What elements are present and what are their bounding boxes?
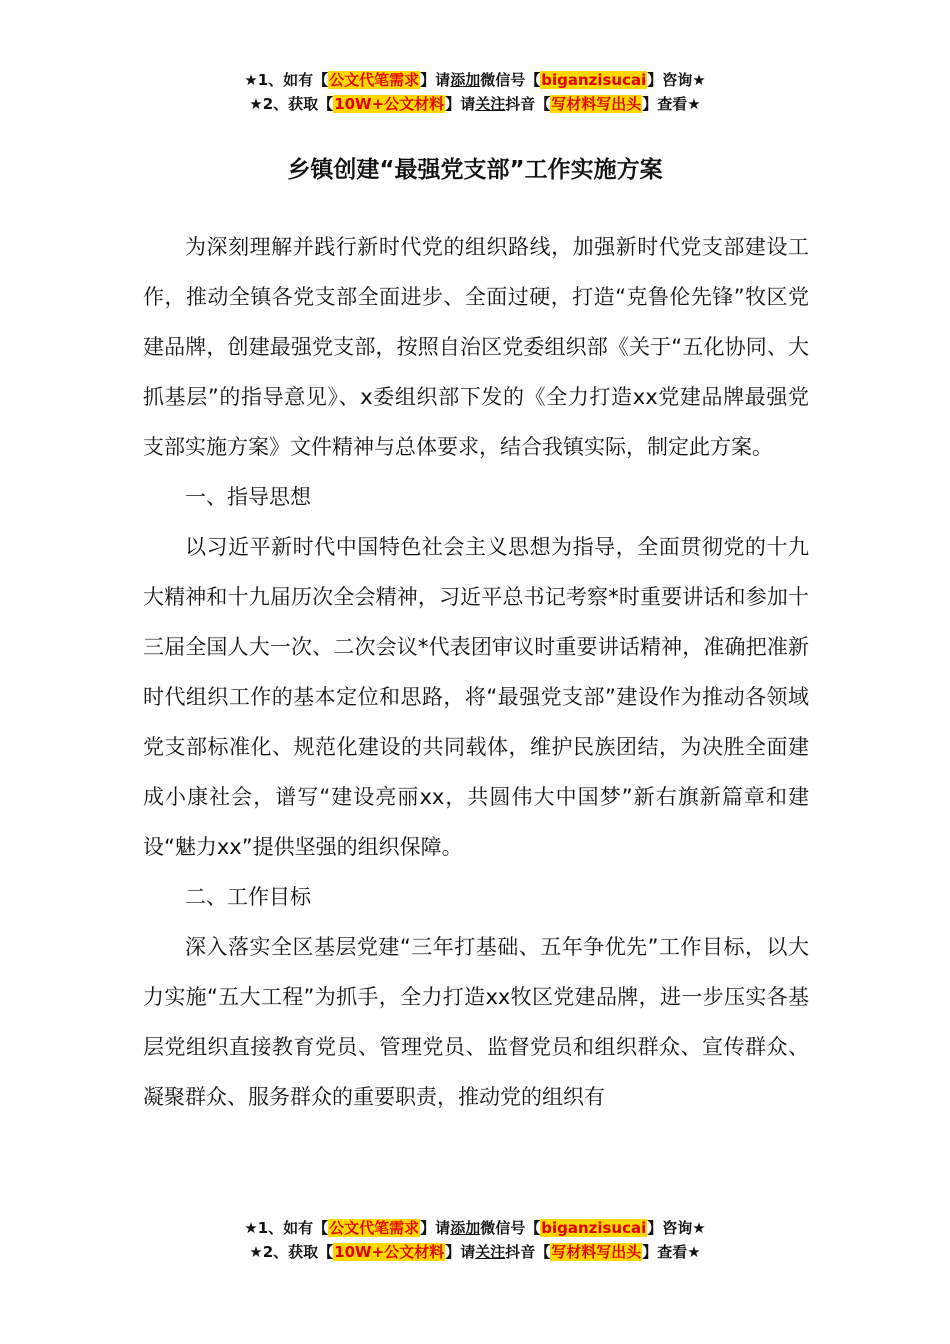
banner-underlined-text: 添加	[450, 71, 481, 89]
banner-text: 】查看★	[642, 1243, 701, 1261]
banner-line-1	[0, 1216, 950, 1240]
section-heading-guiding-thought: 一、指导思想	[185, 485, 311, 509]
work-goals-paragraph: 深入落实全区基层党建“三年打基础、五年争优先”工作目标，以大力实施“五大工程”为抓手，全力打造xx牧区党建品牌，进一步压实各基层党组织直接教育党员、管理党员、监督党员和组织群众、宣传群众、凝聚群众、服务群众的重要职责，推动党的组织有	[143, 935, 809, 1109]
guiding-thought-paragraph: 以习近平新时代中国特色社会主义思想为指导，全面贯彻党的十九大精神和十九届历次全会精神，习近平总书记考察*时重要讲话和参加十三届全国人大一次、二次会议*代表团审议时重要讲话精神，准确把准新时代组织工作的基本定位和思路，将“最强党支部”建设作为推动各领域党支部标准化、规范化建设的共同载体，维护民族团结，为决胜全面建成小康社会，谱写“建设亮丽xx，共圆伟大中国梦”新右旗新篇章和建设“魅力xx”提供坚强的组织保障。	[143, 535, 809, 859]
banner-text: 微信号【	[480, 71, 541, 89]
banner-highlight-service: 公文代笔需求	[329, 71, 420, 89]
banner-text: ★2、获取【	[249, 95, 334, 113]
banner-highlight-materials: 10W+公文材料	[334, 1243, 445, 1261]
banner-text: ★2、获取【	[249, 1243, 334, 1261]
banner-text: 微信号【	[480, 1219, 541, 1237]
banner-highlight-service: 公文代笔需求	[329, 1219, 420, 1237]
banner-text: 】请	[420, 71, 451, 89]
header-banner	[0, 68, 950, 116]
banner-text: ★1、如有【	[244, 1219, 329, 1237]
banner-highlight-douyin-id: 写材料写出头	[551, 1243, 642, 1261]
banner-underlined-text: 关注	[475, 1243, 506, 1261]
banner-text: ★1、如有【	[244, 71, 329, 89]
banner-highlight-wechat-id: biganzisucai	[541, 71, 647, 89]
banner-text: 】请	[420, 1219, 451, 1237]
document-title: 乡镇创建“最强党支部”工作实施方案	[287, 157, 663, 183]
banner-highlight-douyin-id: 写材料写出头	[551, 95, 642, 113]
banner-text: 】咨询★	[647, 71, 706, 89]
banner-text: 】请	[445, 95, 476, 113]
footer-banner	[0, 1216, 950, 1264]
banner-text: 】查看★	[642, 95, 701, 113]
banner-text: 抖音【	[505, 1243, 551, 1261]
banner-highlight-wechat-id: biganzisucai	[541, 1219, 647, 1237]
banner-text: 抖音【	[505, 95, 551, 113]
banner-line-2	[0, 1240, 950, 1264]
banner-text: 】请	[445, 1243, 476, 1261]
banner-underlined-text: 添加	[450, 1219, 481, 1237]
intro-paragraph: 为深刻理解并践行新时代党的组织路线，加强新时代党支部建设工作，推动全镇各党支部全面进步、全面过硬，打造“克鲁伦先锋”牧区党建品牌，创建最强党支部，按照自治区党委组织部《关于“五化协同、大抓基层”的指导意见》、x委组织部下发的《全力打造xx党建品牌最强党支部实施方案》文件精神与总体要求，结合我镇实际，制定此方案。	[143, 235, 809, 459]
banner-text: 】咨询★	[647, 1219, 706, 1237]
banner-line-2	[0, 92, 950, 116]
section-heading-work-goals: 二、工作目标	[185, 885, 311, 909]
banner-underlined-text: 关注	[475, 95, 506, 113]
banner-highlight-materials: 10W+公文材料	[334, 95, 445, 113]
banner-line-1	[0, 68, 950, 92]
document-body	[143, 222, 809, 1122]
